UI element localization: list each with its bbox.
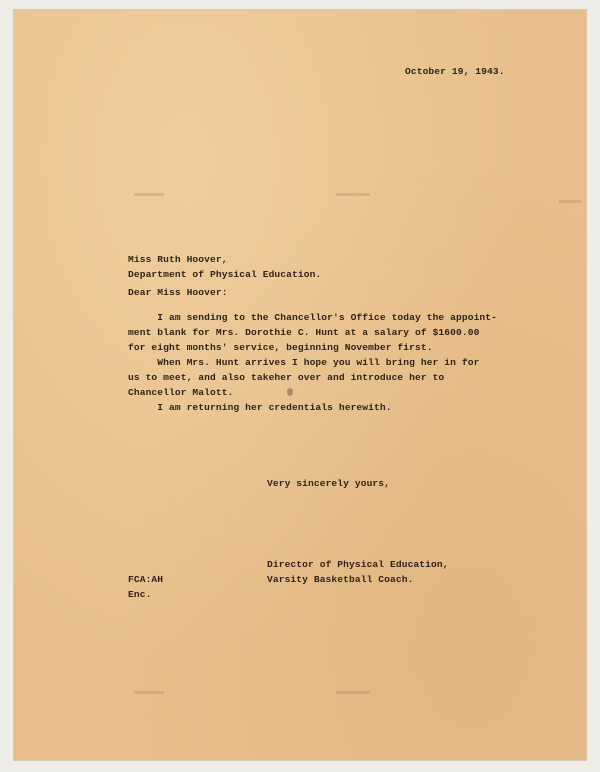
reference-initials: FCA:AH xyxy=(128,574,164,585)
body-paragraph-3 xyxy=(128,400,392,415)
recipient-address xyxy=(128,252,321,282)
signer-title: Director of Physical Education, xyxy=(267,559,449,570)
complimentary-close: Very sincerely yours, xyxy=(267,478,391,489)
enclosure-notation: Enc. xyxy=(128,589,152,600)
reference-block xyxy=(128,572,163,602)
recipient-department: Department of Physical Education. xyxy=(128,269,322,280)
body-line: for eight months' service, beginning November first. xyxy=(128,342,433,353)
paper-fold-mark xyxy=(134,691,164,694)
body-line: I am sending to the Chancellor's Office today the appoint- xyxy=(128,312,498,323)
letter-date: October 19, 1943. xyxy=(405,66,505,77)
signer-role: Varsity Basketball Coach. xyxy=(267,574,414,585)
body-line: ment blank for Mrs. Dorothie C. Hunt at a salary of $1600.00 xyxy=(128,327,480,338)
paper-fold-mark xyxy=(134,193,164,196)
recipient-name: Miss Ruth Hoover, xyxy=(128,254,228,265)
body-line: us to meet, and also takeher over and introduce her to xyxy=(128,372,445,383)
paper-fold-mark xyxy=(336,193,370,196)
paper-fold-mark xyxy=(559,200,581,203)
paper-fold-mark xyxy=(336,691,370,694)
body-paragraph-2 xyxy=(128,355,479,400)
salutation: Dear Miss Hoover: xyxy=(128,287,228,298)
body-line: Chancellor Malott. xyxy=(128,387,234,398)
body-line: When Mrs. Hunt arrives I hope you will bring her in for xyxy=(128,357,480,368)
body-line: I am returning her credentials herewith. xyxy=(128,402,392,413)
ink-smudge xyxy=(287,388,293,396)
body-paragraph-1 xyxy=(128,310,497,355)
signature-block xyxy=(267,557,449,587)
